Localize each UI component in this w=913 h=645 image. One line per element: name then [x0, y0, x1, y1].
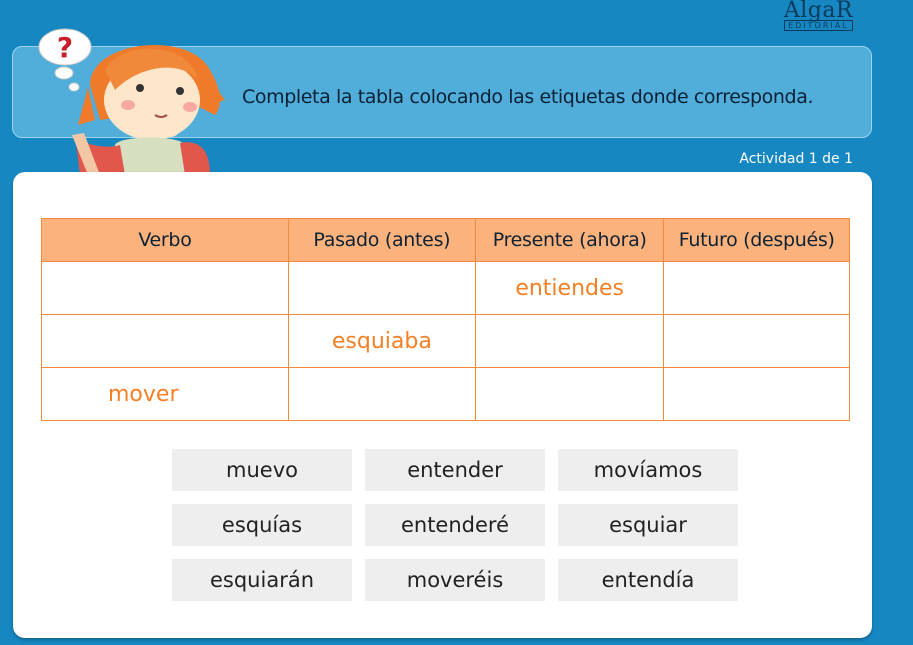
instruction-text: Completa la tabla colocando las etiquetas donde corresponda. — [242, 86, 814, 108]
table-row — [42, 368, 850, 421]
thinking-girl-icon — [20, 25, 225, 175]
drop-cell[interactable]: entiendes — [475, 262, 664, 315]
svg-text:?: ? — [56, 31, 74, 64]
header-futuro: Futuro (después) — [664, 219, 850, 262]
draggable-label[interactable]: muevo — [172, 449, 352, 491]
table-row — [42, 315, 850, 368]
drop-cell[interactable] — [288, 368, 475, 421]
conjugation-table — [41, 218, 850, 421]
activity-counter: Actividad 1 de 1 — [739, 151, 853, 167]
drop-cell[interactable] — [664, 315, 850, 368]
draggable-label[interactable]: entendía — [558, 559, 738, 601]
header-presente: Presente (ahora) — [475, 219, 664, 262]
table-header-row — [42, 219, 850, 262]
drop-cell[interactable] — [475, 368, 664, 421]
drop-cell[interactable] — [42, 315, 289, 368]
table-row — [42, 262, 850, 315]
label-bank — [172, 449, 738, 601]
drop-cell[interactable] — [664, 368, 850, 421]
drop-cell[interactable]: esquiaba — [288, 315, 475, 368]
algar-logo — [784, 0, 853, 31]
draggable-label[interactable]: movíamos — [558, 449, 738, 491]
draggable-label[interactable]: esquiar — [558, 504, 738, 546]
header-verbo: Verbo — [42, 219, 289, 262]
draggable-label[interactable]: entenderé — [365, 504, 545, 546]
drop-cell[interactable] — [475, 315, 664, 368]
drop-cell[interactable] — [288, 262, 475, 315]
thought-bubble-icon — [39, 29, 91, 91]
header-pasado: Pasado (antes) — [288, 219, 475, 262]
drop-cell[interactable]: mover — [42, 368, 289, 421]
draggable-label[interactable]: esquiarán — [172, 559, 352, 601]
draggable-label[interactable]: moveréis — [365, 559, 545, 601]
logo-sub: EDITORIAL — [784, 20, 853, 31]
logo-brand: AlgaR — [783, 0, 853, 23]
drop-cell[interactable] — [42, 262, 289, 315]
draggable-label[interactable]: esquías — [172, 504, 352, 546]
drop-cell[interactable] — [664, 262, 850, 315]
draggable-label[interactable]: entender — [365, 449, 545, 491]
